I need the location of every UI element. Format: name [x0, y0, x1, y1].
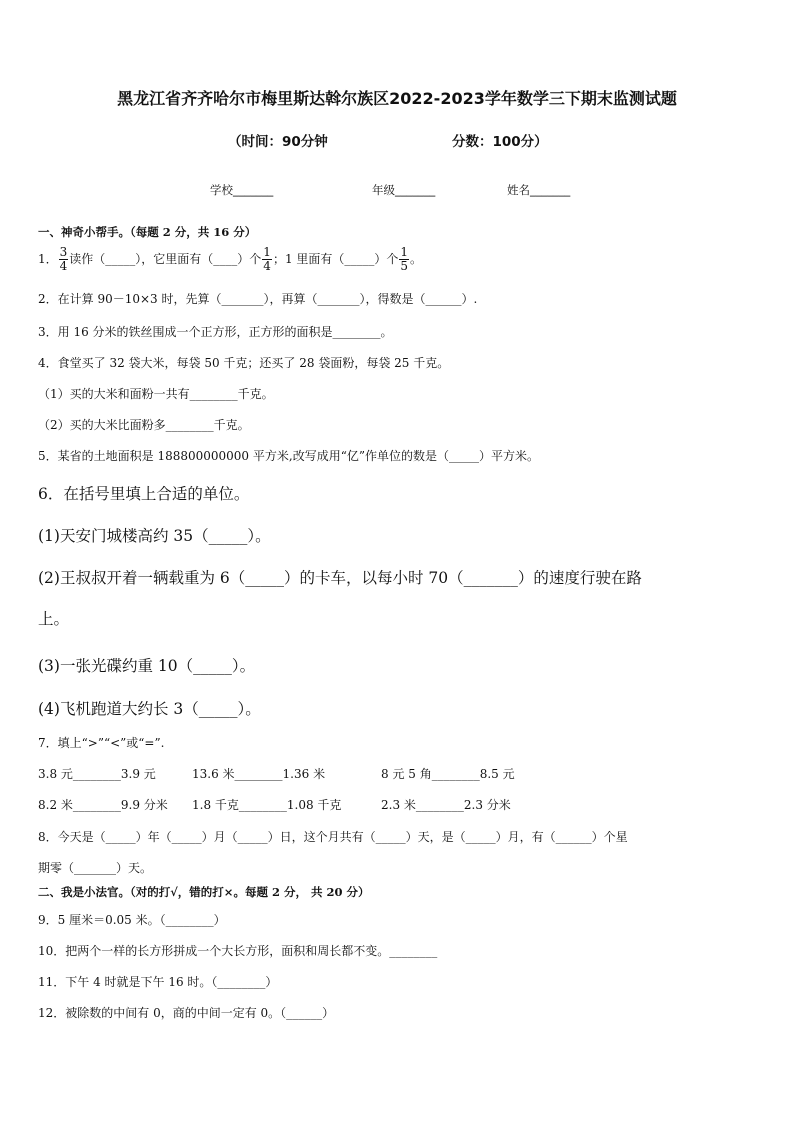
question-11: 11．下午 4 时就是下午 16 时。（________）: [38, 975, 278, 989]
question-6-part-2: (2)王叔叔开着一辆载重为 6（_____）的卡车，以每小时 70（_______）的速度行驶在路: [38, 569, 642, 587]
question-3: 3．用 16 分米的铁丝围成一个正方形，正方形的面积是________。: [38, 325, 393, 339]
question-6: 6．在括号里填上合适的单位。: [38, 485, 250, 503]
compare-item: 2.3 米________2.3 分米: [381, 798, 511, 812]
question-6-part-3: (3)一张光碟约重 10（_____）。: [38, 657, 256, 675]
question-12: 12．被除数的中间有 0，商的中间一定有 0。（______）: [38, 1006, 335, 1020]
compare-item: 8 元 5 角________8.5 元: [381, 767, 515, 781]
name-field[interactable]: 姓名_______: [507, 183, 571, 197]
question-6-part-4: (4)飞机跑道大约长 3（_____）。: [38, 700, 261, 718]
question-7: 7．填上“>”“<”或“=”.: [38, 736, 165, 750]
compare-item: 3.8 元________3.9 元: [38, 767, 156, 781]
question-8: 8．今天是（_____）年（_____）月（_____）日，这个月共有（_____）天，是（_____）月，有（______）个星: [38, 830, 628, 844]
exam-title: 黑龙江省齐齐哈尔市梅里斯达斡尔族区2022-2023学年数学三下期末监测试题: [117, 89, 677, 108]
question-8-cont: 期零（_______）天。: [38, 861, 153, 875]
fraction-one-fifth: $\frac{1}{5}$: [400, 245, 409, 273]
question-4: 4．食堂买了 32 袋大米，每袋 50 千克；还买了 28 袋面粉，每袋 25 千克。: [38, 356, 450, 370]
section-2-heading: 二、我是小法官。（对的打√，错的打×。每题 2 分， 共 20 分）: [38, 885, 370, 899]
question-4-part-1: （1）买的大米和面粉一共有________千克。: [38, 387, 274, 401]
question-9: 9．5 厘米＝0.05 米。（________）: [38, 913, 226, 927]
question-number: 1．: [38, 252, 58, 266]
section-1-heading: 一、神奇小帮手。（每题 2 分，共 16 分）: [38, 225, 257, 239]
question-text: 。: [410, 252, 423, 266]
fraction-one-quarter: $\frac{1}{4}$: [263, 245, 271, 273]
question-2: 2．在计算 90－10×3 时，先算（_______），再算（_______），得数是（______）.: [38, 292, 478, 306]
question-6-part-1: (1)天安门城楼高约 35（_____）。: [38, 527, 271, 545]
question-5: 5．某省的土地面积是 188800000000 平方米,改写成用“亿”作单位的数是（_____）平方米。: [38, 449, 539, 463]
question-text: ；1 里面有（_____）个: [272, 252, 399, 266]
exam-score: 分数：100分）: [452, 134, 548, 150]
question-6-part-2-cont: 上。: [38, 610, 70, 628]
compare-item: 1.8 千克________1.08 千克: [192, 798, 342, 812]
question-text: 读作（_____），它里面有（____）个: [69, 252, 262, 266]
compare-item: 8.2 米________9.9 分米: [38, 798, 168, 812]
compare-item: 13.6 米________1.36 米: [192, 767, 326, 781]
question-4-part-2: （2）买的大米比面粉多________千克。: [38, 418, 250, 432]
fraction-three-quarters: $\frac{3}{4}$: [59, 245, 68, 273]
grade-field[interactable]: 年级_______: [372, 183, 436, 197]
exam-time: （时间：90分钟: [228, 134, 328, 150]
question-10: 10．把两个一样的长方形拼成一个大长方形，面积和周长都不变。________: [38, 944, 438, 958]
question-1: [38, 246, 422, 273]
school-field[interactable]: 学校_______: [210, 183, 274, 197]
